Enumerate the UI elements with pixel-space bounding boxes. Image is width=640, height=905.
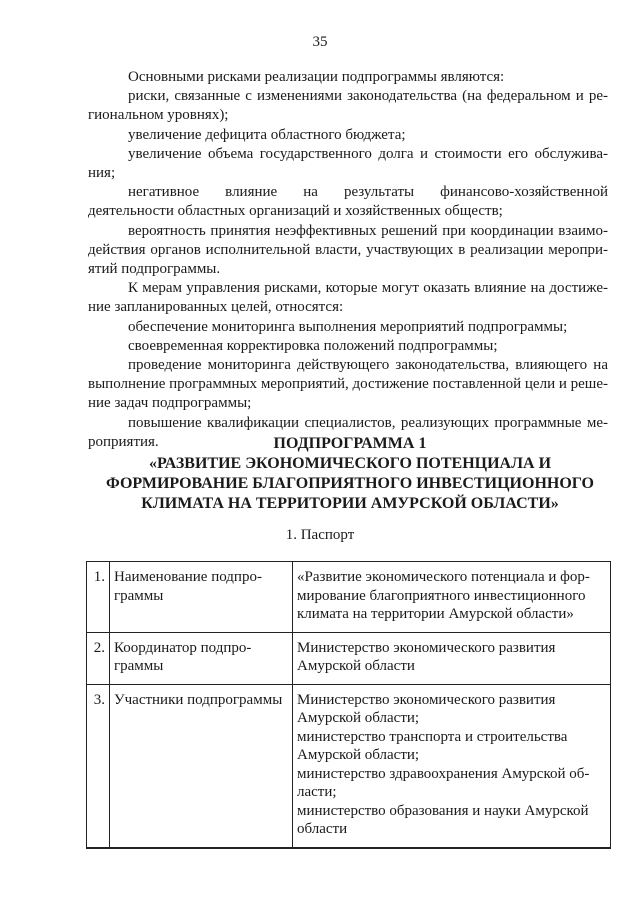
subprogram-heading — [80, 434, 620, 514]
heading-line: КЛИМАТА НА ТЕРРИТОРИИ АМУРСКОЙ ОБЛАСТИ» — [141, 495, 559, 512]
heading-line: «РАЗВИТИЕ ЭКОНОМИЧЕСКОГО ПОТЕНЦИАЛА И — [148, 455, 552, 472]
heading-line: ПОДПРОГРАММА 1 — [273, 435, 427, 452]
row-value — [293, 632, 611, 684]
row-value — [293, 562, 611, 633]
paragraph: проведение мониторинга действующего законодательства, влияющего на выполнение программных мероприятий, достижение поставленной цели и реше-ние задач подпрограммы; — [88, 357, 608, 412]
paragraph: Основными рисками реализации подпрограммы являются: — [128, 69, 505, 85]
table-row — [87, 632, 611, 684]
row-number: 1. — [87, 562, 110, 633]
page-number: 35 — [312, 34, 328, 50]
row-name: Координатор подпро-граммы — [110, 632, 293, 684]
row-name: Наименование подпро-граммы — [110, 562, 293, 633]
table-row — [87, 684, 611, 848]
paragraph: увеличение дефицита областного бюджета; — [128, 126, 406, 143]
row-number: 2. — [87, 632, 110, 684]
value-line: министерство образования и науки Амурской области — [297, 802, 589, 837]
paragraph: К мерам управления рисками, которые могут оказать влияние на достиже-ние запланированных целей, относятся: — [88, 280, 608, 316]
paragraph: увеличение объема государственного долга и стоимости его обслужива-ния; — [88, 145, 608, 182]
value-line: Министерство экономического развития Амурской области — [297, 639, 556, 674]
paragraph: вероятность принятия неэффективных решений при координации взаимо-действия органов исполнительной власти, участвующих в реализации меропри-ятий подпрограммы. — [88, 222, 608, 278]
paragraph: негативное влияние на результаты финансово-хозяйственной деятельности областных организаций и хозяйственных обществ; — [88, 184, 608, 220]
passport-title: 1. Паспорт — [285, 527, 355, 543]
heading-line: ФОРМИРОВАНИЕ БЛАГОПРИЯТНОГО ИНВЕСТИЦИОННОГО — [106, 475, 594, 492]
passport-table — [86, 561, 611, 849]
paragraph: обеспечение мониторинга выполнения мероприятий подпрограммы; — [128, 318, 568, 335]
row-value — [293, 684, 611, 848]
paragraph: риски, связанные с изменениями законодательства (на федеральном и ре-гиональном уровнях); — [88, 88, 608, 124]
row-name: Участники подпрограммы — [110, 684, 293, 848]
value-line: министерство здравоохранения Амурской об-ласти; — [297, 765, 590, 800]
value-line: «Развитие экономического потенциала и фор-мирование благоприятного инвестиционного климата на территории Амурской области» — [297, 569, 590, 622]
value-line: министерство транспорта и строительства Амурской области; — [297, 728, 568, 763]
value-line: Министерство экономического развития Амурской области; — [297, 691, 556, 726]
table-row — [87, 562, 611, 633]
paragraph: повышение квалификации специалистов, реализующих программные ме-роприятия. — [88, 414, 608, 450]
paragraph: своевременная корректировка положений подпрограммы; — [128, 337, 498, 354]
risks-text — [88, 68, 608, 452]
row-number: 3. — [87, 684, 110, 848]
